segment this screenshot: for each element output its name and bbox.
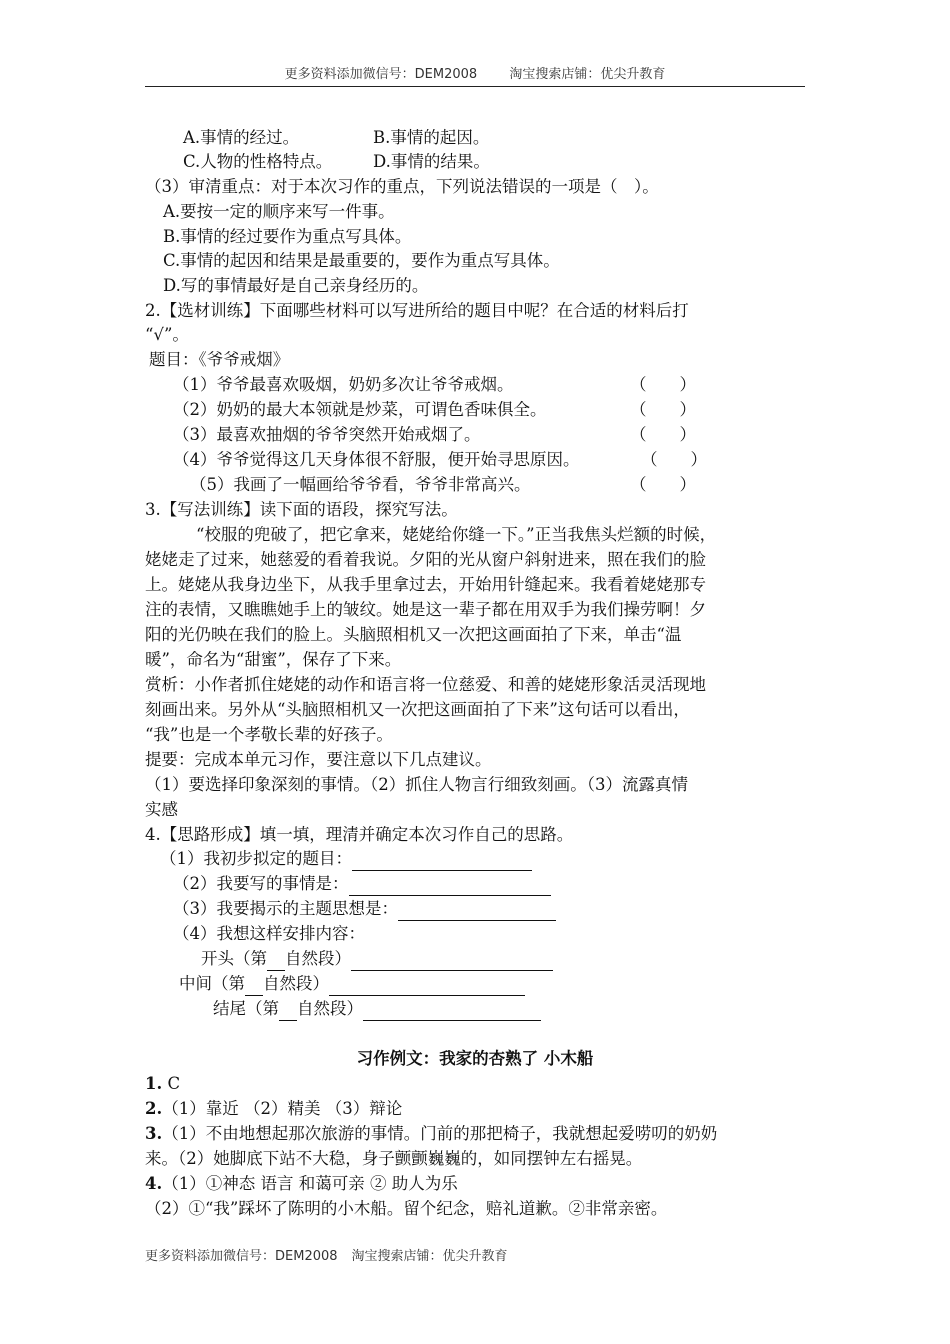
q3-option-b: B.事情的经过要作为重点写具体。	[163, 227, 412, 246]
header-shop: 淘宝搜索店铺：优尖升教育	[509, 67, 666, 82]
passage-line: 阳的光仍映在我们的脸上。头脑照相机又一次把这画面拍了下来，单击“温	[145, 625, 682, 644]
answer-paren[interactable]: （ ）	[641, 450, 707, 469]
fill-label: （1）我初步拟定的题目：	[160, 849, 352, 868]
arrange-label: 开头（第	[201, 949, 267, 968]
para-label: 自然段）	[285, 949, 351, 968]
page-header	[145, 64, 805, 87]
answer-paren[interactable]: （ ）	[630, 475, 696, 494]
fill-blank[interactable]	[349, 877, 551, 896]
answers-title: 习作例文：我家的杏熟了 小木船	[356, 1049, 594, 1068]
fill-blank[interactable]	[351, 952, 553, 971]
answer-num: 2.	[145, 1099, 163, 1118]
fill-event-row	[173, 872, 551, 896]
material-item: （1）爷爷最喜欢吸烟，奶奶多次让爷爷戒烟。	[173, 375, 514, 394]
answer-4-cont: （2）①“我”踩坏了陈明的小木船。留个纪念，赔礼道歉。②非常亲密。	[145, 1199, 668, 1218]
footer-shop: 淘宝搜索店铺：优尖升教育	[351, 1249, 508, 1264]
q1-option-a: A.事情的经过。	[183, 128, 300, 147]
passage-line: 注的表情，又瞧瞧她手上的皱纹。她是这一辈子都在用双手为我们操劳啊！夕	[145, 600, 706, 619]
section3-title: 3.【写法训练】读下面的语段，探究写法。	[145, 500, 458, 519]
answer-2	[145, 1097, 402, 1121]
para-label: 自然段）	[263, 974, 329, 993]
section2-topic: 题目：《爷爷戒烟》	[149, 350, 290, 369]
material-item: （3）最喜欢抽烟的爷爷突然开始戒烟了。	[173, 425, 481, 444]
passage-line: 暖”，命名为“甜蜜”，保存了下来。	[145, 650, 402, 669]
material-item: （5）我画了一幅画给爷爷看，爷爷非常高兴。	[190, 475, 531, 494]
arrange-label: 结尾（第	[213, 999, 279, 1018]
passage-line: 姥姥走了过来，她慈爱的看着我说。夕阳的光从窗户斜射进来，照在我们的脸	[145, 550, 706, 569]
answer-1	[145, 1072, 180, 1096]
arrange-mid-row	[179, 972, 525, 996]
fill-blank[interactable]	[329, 977, 525, 996]
arrange-end-row	[213, 997, 541, 1021]
answer-paren[interactable]: （ ）	[630, 375, 696, 394]
answer-num: 4.	[145, 1174, 163, 1193]
passage-line: “校服的兜破了，把它拿来，姥姥给你缝一下。”正当我焦头烂额的时候，	[196, 525, 717, 544]
tips-line: （1）要选择印象深刻的事情。（2）抓住人物言行细致刻画。（3）流露真情	[145, 775, 688, 794]
para-label: 自然段）	[297, 999, 363, 1018]
q3-option-c: C.事情的起因和结果是最重要的，要作为重点写具体。	[163, 251, 560, 270]
answer-text: （1）靠近 （2）精美 （3）辩论	[162, 1099, 403, 1118]
fill-blank[interactable]	[363, 1002, 541, 1021]
q3-option-d: D.写的事情最好是自己亲身经历的。	[163, 276, 429, 295]
arrange-open-row	[201, 947, 553, 971]
answer-num: 1.	[145, 1074, 163, 1093]
tips-line: 实感	[145, 800, 178, 819]
answer-text: C	[162, 1074, 181, 1093]
fill-label: （3）我要揭示的主题思想是：	[173, 899, 398, 918]
fill-arrange: （4）我想这样安排内容：	[173, 924, 365, 943]
material-item: （4）爷爷觉得这几天身体很不舒服，便开始寻思原因。	[173, 450, 580, 469]
q1-option-b: B.事情的起因。	[373, 128, 490, 147]
fill-blank[interactable]	[279, 1002, 297, 1021]
analysis-line: “我”也是一个孝敬长辈的好孩子。	[145, 725, 393, 744]
answer-num: 3.	[145, 1124, 163, 1143]
analysis-line: 刻画出来。另外从“头脑照相机又一次把这画面拍了下来”这句话可以看出，	[145, 700, 690, 719]
answer-text: （1）①神态 语言 和蔼可亲 ② 助人为乐	[162, 1174, 458, 1193]
analysis-line: 赏析：小作者抓住姥姥的动作和语言将一位慈爱、和善的姥姥形象活灵活现地	[145, 675, 706, 694]
q1-option-d: D.事情的结果。	[373, 152, 490, 171]
tips-title: 提要：完成本单元习作，要注意以下几点建议。	[145, 750, 492, 769]
arrange-label: 中间（第	[179, 974, 245, 993]
passage-line: 上。姥姥从我身边坐下，从我手里拿过去，开始用针缝起来。我看着姥姥那专	[145, 575, 706, 594]
answer-4	[145, 1172, 458, 1196]
fill-blank[interactable]	[398, 902, 556, 921]
answer-3-cont: 来。（2）她脚底下站不大稳，身子颤颤巍巍的，如同摆钟左右摇晃。	[145, 1149, 643, 1168]
fill-blank[interactable]	[245, 977, 263, 996]
q1-option-c: C.人物的性格特点。	[183, 152, 333, 171]
answer-text: （1）不由地想起那次旅游的事情。门前的那把椅子，我就想起爱唠叨的奶奶	[162, 1124, 718, 1143]
fill-blank[interactable]	[267, 952, 285, 971]
q3-option-a: A.要按一定的顺序来写一件事。	[163, 202, 395, 221]
fill-label: （2）我要写的事情是：	[173, 874, 349, 893]
section2-title-cont: “√”。	[145, 325, 189, 344]
fill-theme-row	[173, 897, 556, 921]
answer-paren[interactable]: （ ）	[630, 425, 696, 444]
page-footer	[145, 1245, 522, 1264]
fill-blank[interactable]	[352, 852, 532, 871]
answer-paren[interactable]: （ ）	[630, 400, 696, 419]
material-item: （2）奶奶的最大本领就是炒菜，可谓色香味俱全。	[173, 400, 547, 419]
section2-title: 2.【选材训练】下面哪些材料可以写进所给的题目中呢？在合适的材料后打	[145, 301, 689, 320]
section4-title: 4.【思路形成】填一填，理清并确定本次习作自己的思路。	[145, 825, 574, 844]
fill-title-row	[160, 847, 532, 871]
answer-3	[145, 1122, 717, 1146]
footer-wechat: 更多资料添加微信号：DEM2008	[145, 1249, 338, 1264]
q3-stem: （3）审清重点：对于本次习作的重点，下列说法错误的一项是（ ）。	[145, 177, 659, 196]
header-wechat: 更多资料添加微信号：DEM2008	[284, 67, 478, 82]
